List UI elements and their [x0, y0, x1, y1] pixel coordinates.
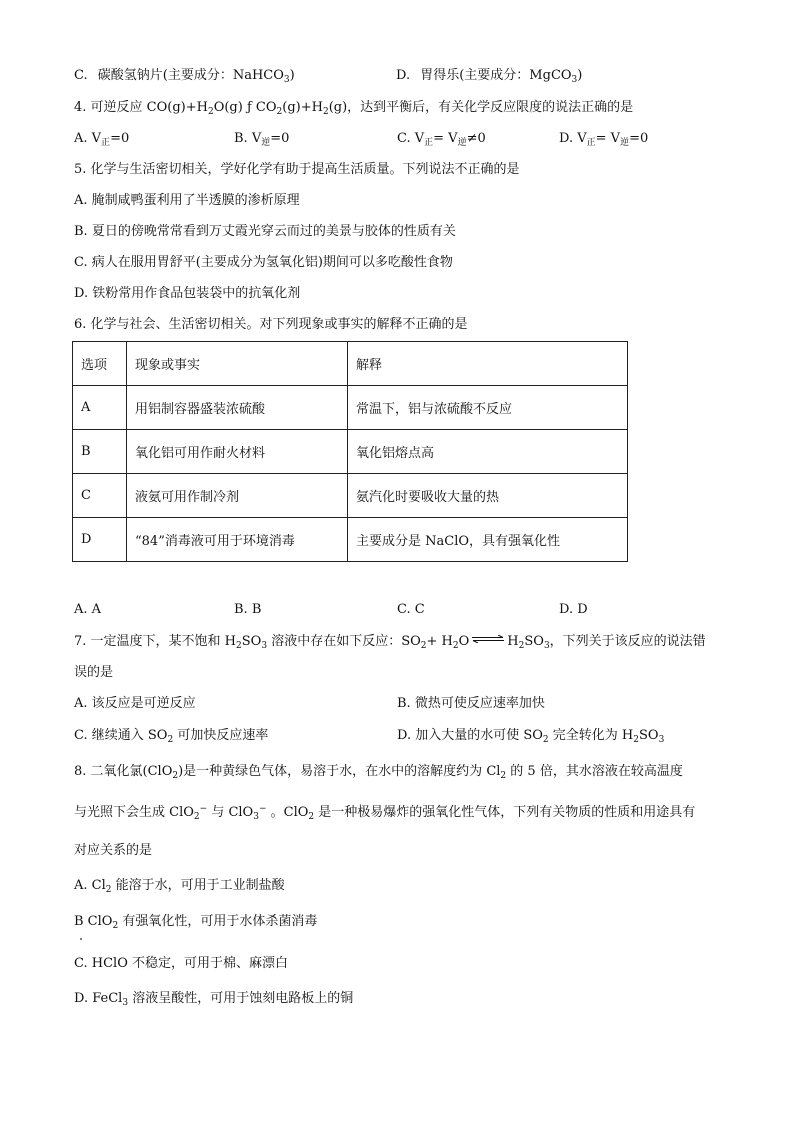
table-cell: 氧化铝可用作耐火材料	[127, 430, 348, 474]
q7-stem-line2: 误的是	[74, 665, 114, 680]
q7-option-a: A. 该反应是可逆反应	[74, 696, 196, 711]
table-cell: D	[73, 518, 127, 562]
q8-option-a: A. $Cl_2$ 能溶于水，可用于工业制盐酸	[74, 878, 285, 895]
q7-option-b: B. 微热可使反应速率加快	[397, 696, 545, 711]
q5-option-a: A. 腌制咸鸭蛋利用了半透膜的渗析原理	[74, 193, 300, 208]
table-cell: 主要成分是 NaClO，具有强氧化性	[348, 518, 628, 562]
stray-dot	[80, 938, 82, 940]
table-cell: 液氨可用作制冷剂	[127, 474, 348, 518]
q7-stem: 7. 一定温度下，某不饱和 $H_2SO_3$ 溶液中存在如下反应：$SO_2+ H_2O$ $H_2SO_3$，下列关于该反应的说法错	[74, 634, 706, 651]
table-cell: “84”消毒液可用于环境消毒	[127, 518, 348, 562]
q8-stem-line3: 对应关系的是	[74, 843, 153, 858]
q7-option-d: D. 加入大量的水可使 $SO_2$ 完全转化为 $H_2SO_3$	[397, 728, 665, 745]
q3-option-d	[396, 67, 582, 85]
q4-option-a: A. $V_正=0$	[74, 131, 130, 148]
table-cell: 用铝制容器盛装浓硫酸	[127, 386, 348, 430]
q4-option-b: B. $V_逆=0$	[234, 131, 290, 148]
q6-option-a: A. A	[74, 602, 102, 617]
q5-option-b: B. 夏日的傍晚常常看到万丈霞光穿云而过的美景与胶体的性质有关	[74, 224, 456, 239]
table-cell: C	[73, 474, 127, 518]
q6-option-d: D. D	[559, 602, 588, 617]
q6-option-c: C. C	[397, 602, 425, 617]
q6-option-b: B. B	[234, 602, 262, 617]
q3-option-c	[74, 67, 295, 85]
table-cell: 氧化铝熔点高	[348, 430, 628, 474]
table-row	[73, 518, 628, 562]
q8-stem-line1: 8. 二氧化氯(ClO$_2$)是一种黄绿色气体，易溶于水，在水中的溶解度约为 $Cl_2$ 的 5 倍，其水溶液在较高温度	[74, 764, 683, 781]
table-row	[73, 474, 628, 518]
q5-option-d: D. 铁粉常用作食品包装袋中的抗氧化剂	[74, 286, 301, 301]
q5-stem: 5. 化学与生活密切相关，学好化学有助于提高生活质量。下列说法不正确的是	[74, 162, 520, 177]
equilibrium-arrow-icon	[471, 635, 505, 643]
q3-option-c-text: 碳酸氢钠片(主要成分：NaHCO$_3$)	[97, 68, 295, 85]
q5-option-c: C. 病人在服用胃舒平(主要成分为氢氧化铝)期间可以多吃酸性食物	[74, 255, 453, 270]
q4-stem: 4. 可逆反应 $CO(g)+H_2O(g)$ ƒ $CO_2(g)+H_2(g)$，达到平衡后，有关化学反应限度的说法正确的是	[74, 100, 634, 117]
table-cell: 常温下，铝与浓硫酸不反应	[348, 386, 628, 430]
q6-table	[72, 341, 628, 562]
q8-option-b: B ClO$_2$ 有强氧化性，可用于水体杀菌消毒	[74, 914, 318, 931]
q4-option-d: D. $V_正= V_逆=0$	[559, 131, 649, 148]
q8-option-c: C. HClO 不稳定，可用于棉、麻漂白	[74, 956, 288, 971]
table-header-cell: 解释	[348, 342, 628, 386]
q8-stem-line2: 与光照下会生成 ClO$_2$− 与 ClO$_3$− 。ClO$_2$ 是一种极易爆炸的强氧化性气体，下列有关物质的性质和用途具有	[74, 804, 696, 822]
q4-option-c: C. $V_正= V_逆\ne 0$	[397, 131, 486, 148]
q6-stem: 6. 化学与社会、生活密切相关。对下列现象或事实的解释不正确的是	[74, 317, 468, 332]
q3-option-c-label: C.	[74, 68, 88, 83]
table-cell: A	[73, 386, 127, 430]
table-cell: 氨汽化时要吸收大量的热	[348, 474, 628, 518]
q3-option-d-text: 胃得乐(主要成分：MgCO$_3$)	[420, 68, 583, 85]
q3-option-d-label: D.	[396, 68, 411, 83]
table-header-row	[73, 342, 628, 386]
q7-option-c: C. 继续通入 $SO_2$ 可加快反应速率	[74, 728, 269, 745]
table-row	[73, 386, 628, 430]
table-cell: B	[73, 430, 127, 474]
table-row	[73, 430, 628, 474]
q8-option-d: D. FeCl$_3$ 溶液呈酸性，可用于蚀刻电路板上的铜	[74, 991, 354, 1008]
table-header-cell: 现象或事实	[127, 342, 348, 386]
table-header-cell: 选项	[73, 342, 127, 386]
